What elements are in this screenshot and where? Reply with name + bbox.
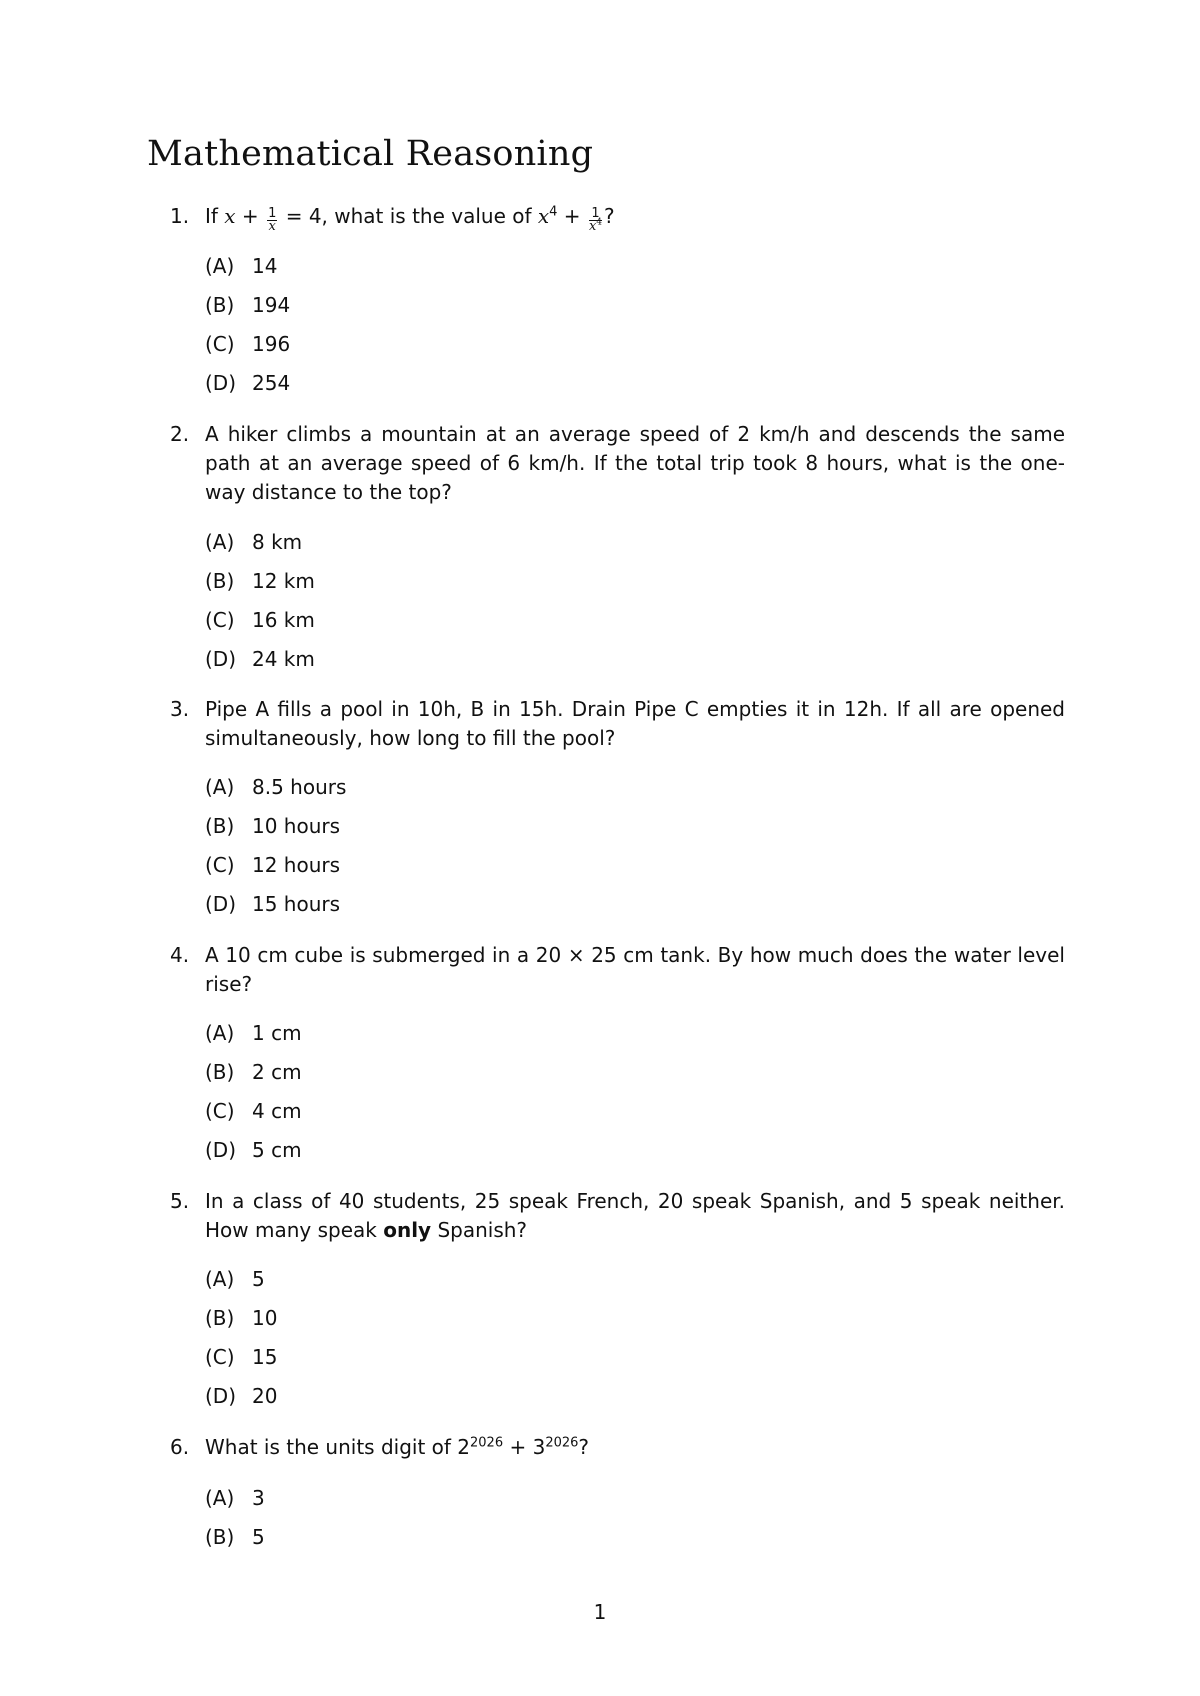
question-text: If x + $\frac{1}{x}$ = 4, what is the value of $x^4$ + $\frac{1}{x^4}$ ? xyxy=(205,204,615,234)
option-c[interactable]: (C) 15 xyxy=(205,1345,278,1369)
question-number: 3. xyxy=(170,697,190,721)
question-6 xyxy=(170,1433,1070,1462)
options-list xyxy=(205,1260,277,1416)
option-d[interactable]: (D) 20 xyxy=(205,1384,278,1408)
question-5 xyxy=(170,1187,1070,1245)
option-b[interactable]: (B) 2 cm xyxy=(205,1060,302,1084)
option-c[interactable]: (C) 196 xyxy=(205,332,291,356)
option-b[interactable]: (B) 5 xyxy=(205,1525,265,1549)
option-a[interactable]: (A) 8.5 hours xyxy=(205,775,347,799)
question-text: What is the units digit of $2^{2026} + 3^{2026}$? xyxy=(205,1435,590,1459)
question-1 xyxy=(170,202,1070,233)
option-b[interactable]: (B) 10 hours xyxy=(205,814,341,838)
option-d[interactable]: (D) 254 xyxy=(205,371,291,395)
options-list xyxy=(205,247,290,403)
emphasis: only xyxy=(383,1218,432,1242)
question-2 xyxy=(170,420,1070,507)
question-number: 4. xyxy=(170,943,190,967)
question-4 xyxy=(170,941,1070,999)
question-number: 1. xyxy=(170,204,190,228)
option-a[interactable]: (A) 14 xyxy=(205,254,278,278)
option-a[interactable]: (A) 8 km xyxy=(205,530,303,554)
option-a[interactable]: (A) 5 xyxy=(205,1267,265,1291)
option-c[interactable]: (C) 16 km xyxy=(205,608,315,632)
option-b[interactable]: (B) 12 km xyxy=(205,569,315,593)
option-c[interactable]: (C) 4 cm xyxy=(205,1099,302,1123)
question-text: A 10 cm cube is submerged in a 20 × 25 cm tank. By how much does the water level rise? xyxy=(205,943,1065,996)
options-list xyxy=(205,768,346,924)
page-title: Mathematical Reasoning xyxy=(147,134,594,174)
options-list xyxy=(205,523,315,679)
question-text: Pipe A fills a pool in 10h, B in 15h. Drain Pipe C empties it in 12h. If all are opened simultaneously, how long to fill the pool? xyxy=(205,697,1065,750)
page-number: 1 xyxy=(593,1600,607,1624)
option-b[interactable]: (B) 194 xyxy=(205,293,291,317)
option-a[interactable]: (A) 3 xyxy=(205,1486,265,1510)
option-b[interactable]: (B) 10 xyxy=(205,1306,278,1330)
question-number: 2. xyxy=(170,422,190,446)
fraction: $\frac{1}{x}$ xyxy=(268,206,277,234)
option-d[interactable]: (D) 15 hours xyxy=(205,892,341,916)
question-text: A hiker climbs a mountain at an average speed of 2 km/h and descends the same path at an average speed of 6 km/h. If the total trip took 8 hours, what is the one-way distance to the top? xyxy=(205,422,1065,504)
fraction: $\frac{1}{x^4}$ xyxy=(588,206,603,234)
question-3 xyxy=(170,695,1070,753)
question-number: 6. xyxy=(170,1435,190,1459)
question-text: In a class of 40 students, 25 speak French, 20 speak Spanish, and 5 speak neither. How many speak only Spanish? xyxy=(205,1189,1065,1242)
options-list xyxy=(205,1014,302,1170)
option-a[interactable]: (A) 1 cm xyxy=(205,1021,302,1045)
options-list xyxy=(205,1479,265,1557)
option-c[interactable]: (C) 12 hours xyxy=(205,853,341,877)
option-d[interactable]: (D) 24 km xyxy=(205,647,315,671)
option-d[interactable]: (D) 5 cm xyxy=(205,1138,302,1162)
question-number: 5. xyxy=(170,1189,190,1213)
